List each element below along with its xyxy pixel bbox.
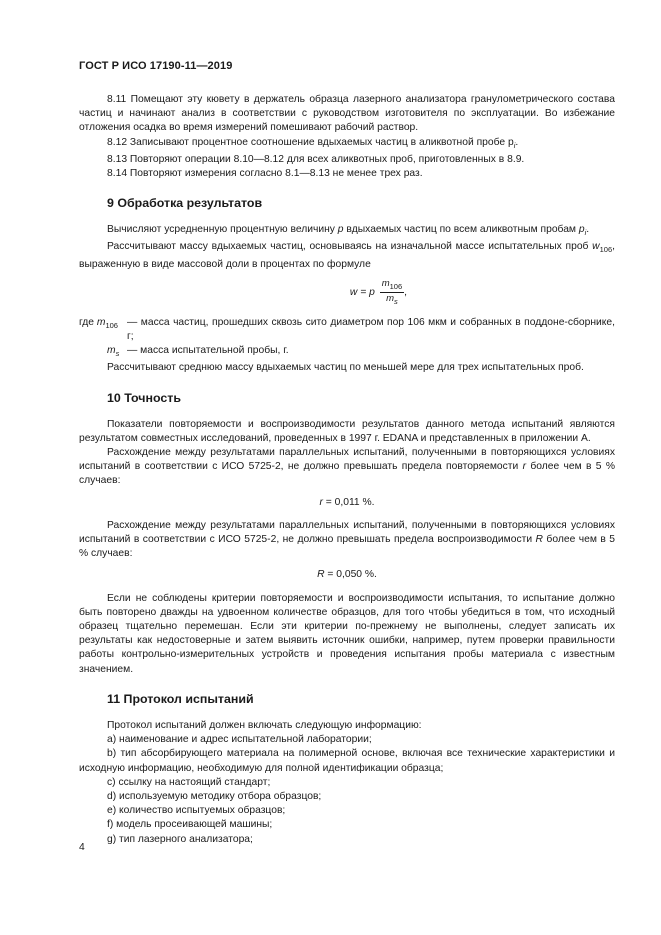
legend-ms: $m_s$ — масса испытательной пробы, г. [107,345,289,359]
paragraph-8-13: 8.13 Повторяют операции 8.10—8.12 для всех аликвотных проб, приготовленных в 8.9. [107,153,525,165]
formula-R: R = 0,050 %. [317,569,377,581]
section-11-intro: Протокол испытаний должен включать следующую информацию: [107,719,422,731]
section-9-paragraph-1: Вычисляют усредненную процентную величину p вдыхаемых частиц по всем аликвотным пробам $p_i$. [107,224,590,238]
section-9-paragraph-3: Рассчитывают среднюю массу вдыхаемых частиц по меньшей мере для трех испытательных проб. [107,362,584,374]
list-item: е) количество испытуемых образцов; [107,805,286,817]
page-content [79,93,615,847]
list-item: а) наименование и адрес испытательной лаборатории; [107,734,372,746]
standard-header: ГОСТ Р ИСО 17190-11—2019 [79,60,233,72]
formula-fraction: $\frac{m_{106}}{m_s}$ [381,277,403,306]
page-number: 4 [79,842,85,853]
list-item: f) модель просеивающей машины; [107,819,273,831]
formula-legend [79,316,615,359]
list-item: с) ссылку на настоящий стандарт; [107,776,271,788]
formula-w: w = p $\frac{m_{106}}{m_s}$ , [349,277,407,306]
list-item: d) используемую методику отбора образцов; [107,790,322,802]
protocol-list [79,733,615,847]
list-item: b) тип абсорбирующего материала на полимерной основе, включая все технические характеристики и исходную информацию, необходимую для полной идентификации образца; [79,748,615,774]
paragraph-8-14: 8.14 Повторяют измерения согласно 8.1—8.13 не менее трех раз. [107,168,423,180]
section-10-paragraph-2: Расхождение между результатами параллельных испытаний, полученными в повторяющихся условиях испытаний в соответствии с ИСО 5725-2, не должно превышать предела повторяемости r более чем в 5 % случаев: [79,447,615,487]
section-10-title: 10 Точность [107,390,181,405]
list-item: g) тип лазерного анализатора; [107,833,253,845]
paragraph-8-12: 8.12 Записывают процентное соотношение вдыхаемых частиц в аликвотной пробе $p_i$. [107,136,519,150]
formula-r: r = 0,011 %. [319,496,375,508]
section-11-title: 11 Протокол испытаний [107,691,254,706]
legend-m106: где $m_{106}$ — масса частиц, прошедших сквозь сито диаметром пор 106 мкм и собранных в поддоне-сборнике, г; [79,316,615,343]
section-9-paragraph-2: Рассчитывают массу вдыхаемых частиц, основываясь на изначальной массе испытательных проб $w_{106}$, выраженную в виде массовой доли в процентах по формуле [79,241,615,270]
section-9-title: 9 Обработка результатов [107,196,263,211]
section-10-paragraph-3: Расхождение между результатами параллельных испытаний, полученными в повторяющихся условиях испытаний в соответствии с ИСО 5725-2, не должно превышать предела воспроизводимости R более чем в 5 % случаев: [79,519,616,560]
section-10-paragraph-1: Показатели повторяемости и воспроизводимости результатов данного метода испытаний являются результатом совместных исследований, проведенных в 1997 г. EDANA и представленных в приложении А. [79,418,615,444]
paragraph-8-11: 8.11 Помещают эту кювету в держатель образца лазерного анализатора гранулометрического состава частиц и начинают анализ в соответствии с руководством изготовителя по эксплуатации. Во избежание отложения осадка во время измерений помешивают рабочий раствор. [79,94,615,134]
section-10-paragraph-4: Если не соблюдены критерии повторяемости и воспроизводимости испытания, то испытание должно быть повторено дважды на удвоенном количестве образцов, для того чтобы убедиться в том, что исходный образец тщательно перемешан. Если эти критерии по-прежнему не выполнены, следует записать их результаты как недостоверные и затем выявить источник ошибки, например, путем проверки правильности работы контрольно-измерительных устройств и проведения испытания пробы материала с известным значением. [79,592,615,675]
